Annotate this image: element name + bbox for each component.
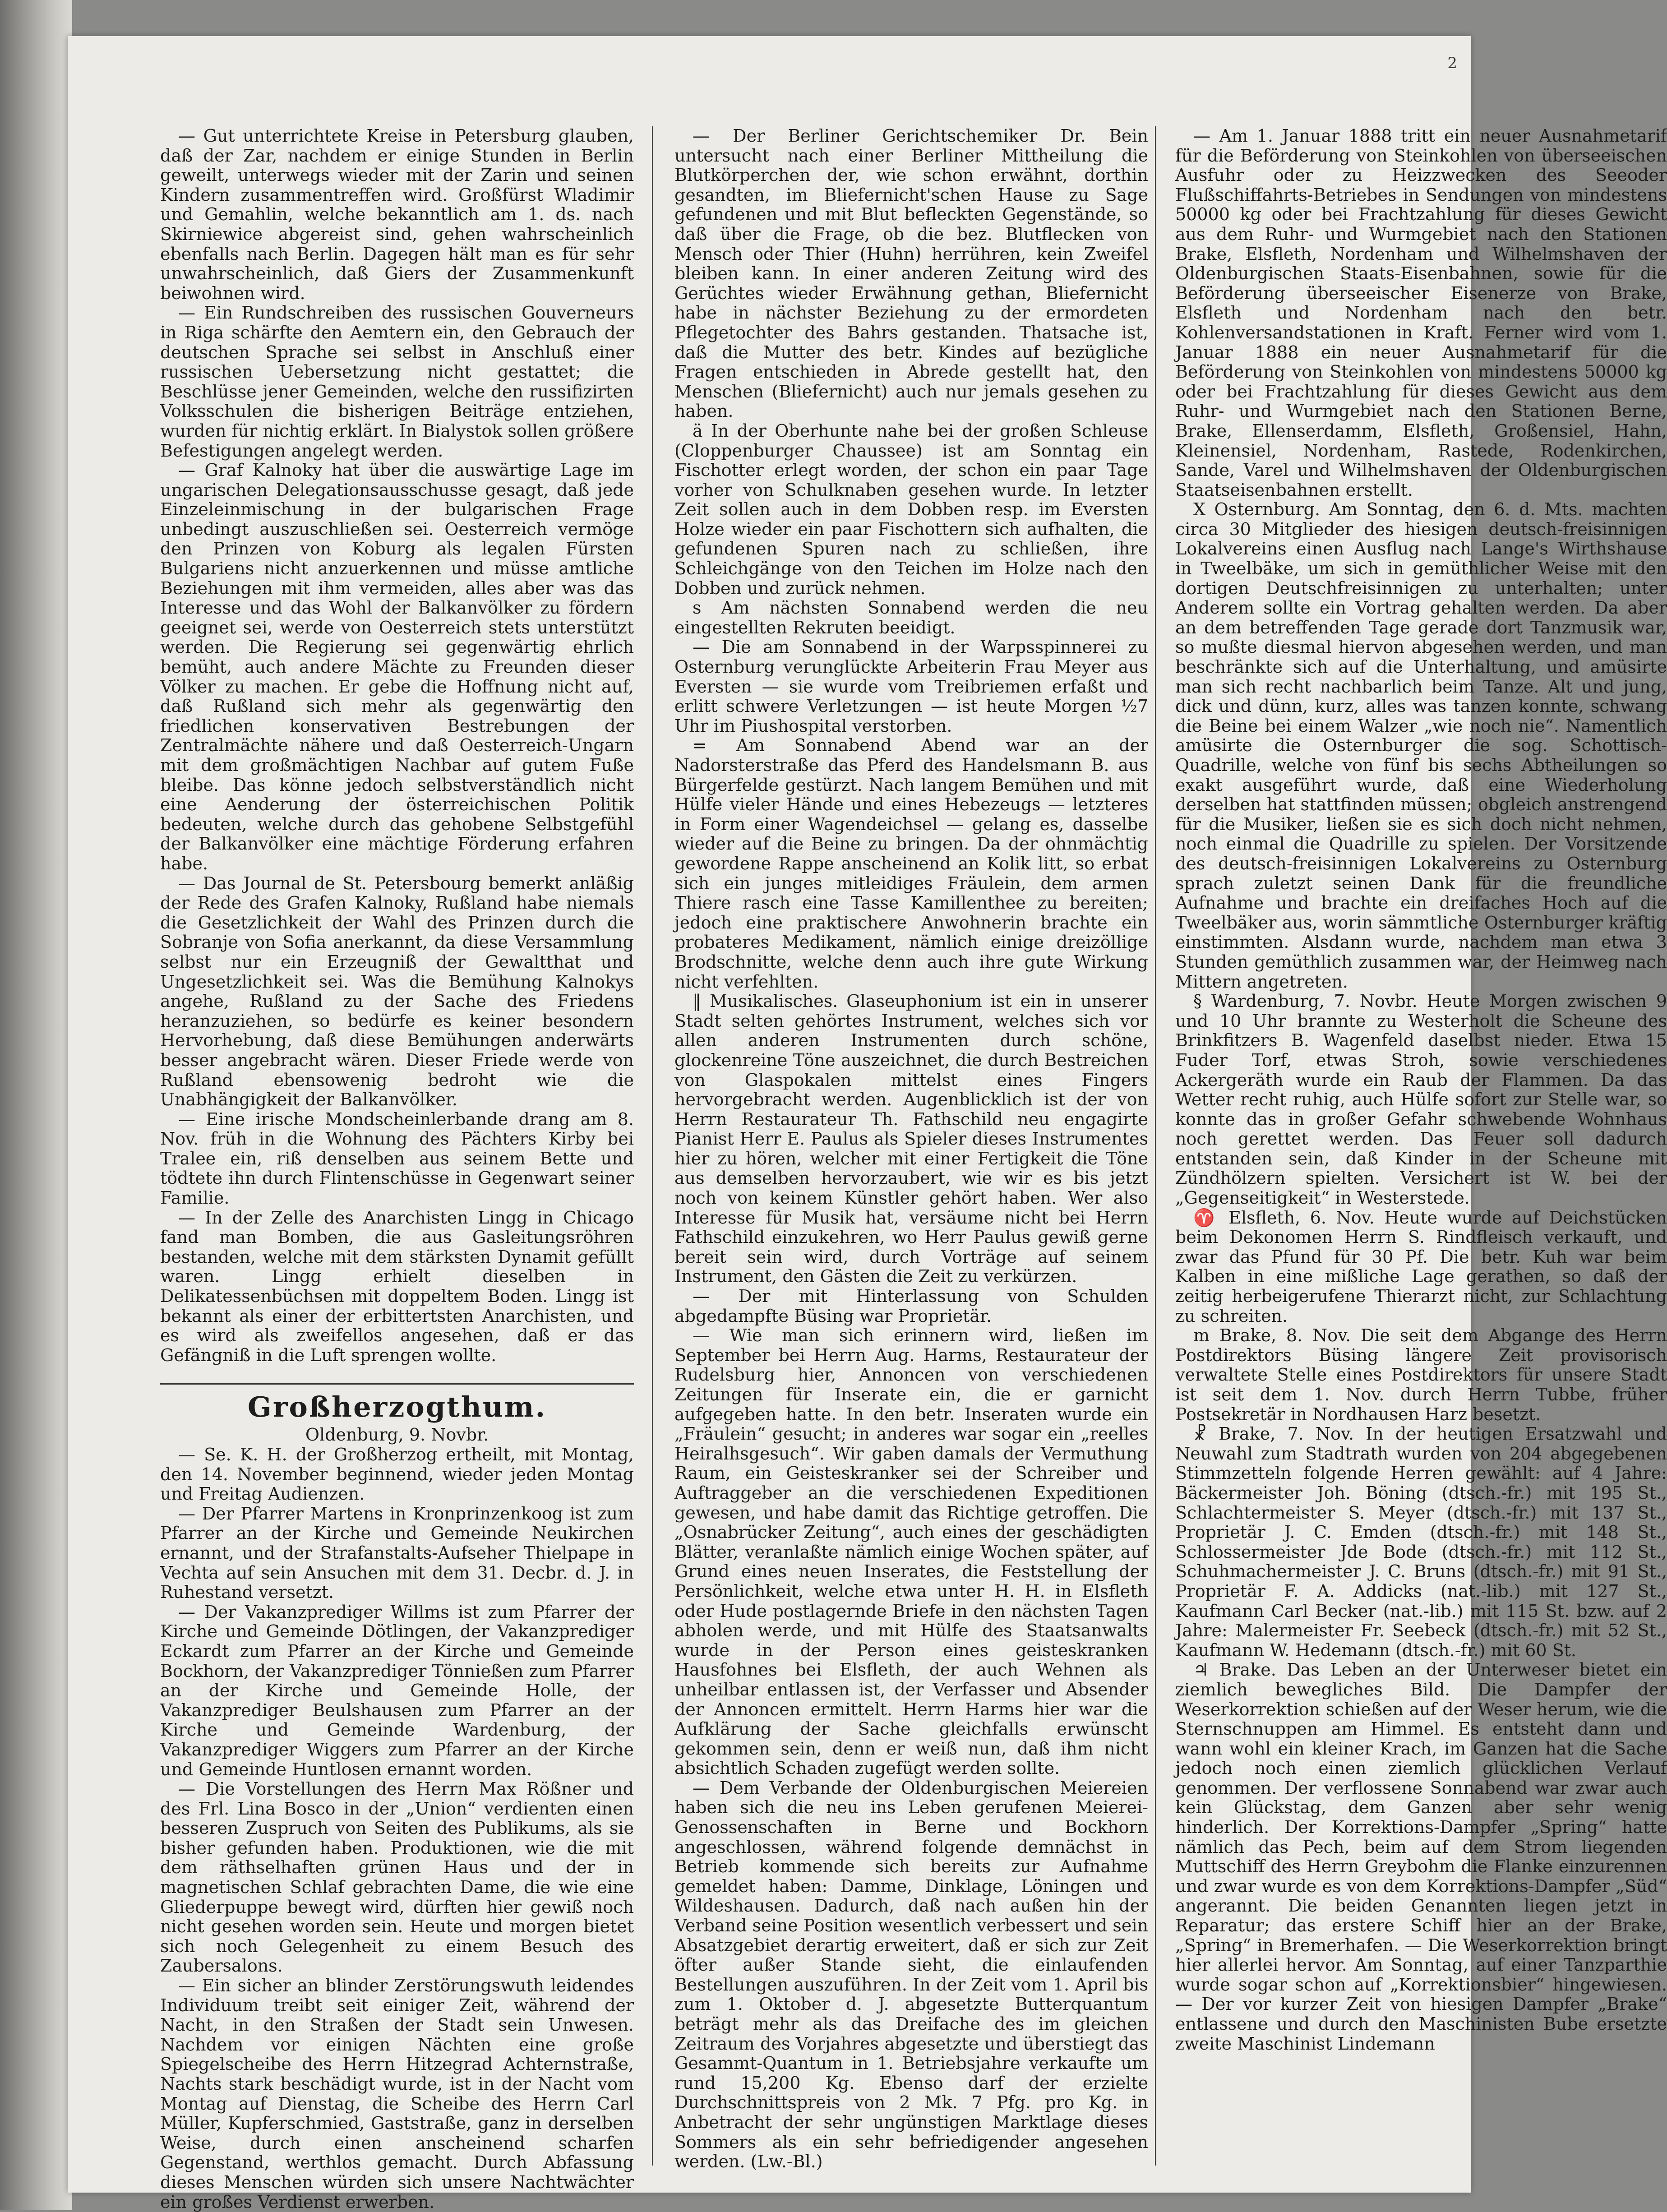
- article-paragraph: ☧ Brake, 7. Nov. In der heutigen Ersatzwahl und Neuwahl zum Stadtrath wurden von 204 abgegebenen Stimmzetteln folgende Herren gewählt: auf 4 Jahre: Bäckermeister Joh. Böning (dtsch.-fr.) mit 195 St., Schlachtermeister S. Meyer (dtsch.-fr.) mit 137 St., Proprietär J. C. Emden (dtsch.-fr.) mit 148 St., Schlossermeister Jde Bode (dtsch.-fr.) mit 112 St., Schuhmachermeister J. C. Bruns (dtsch.-fr.) mit 91 St., Proprietär F. A. Addicks (nat.-lib.) mit 127 St., Kaufmann Carl Becker (nat.-lib.) mit 115 St. bzw. auf 2 Jahre: Malermeister Fr. Seebeck (dtsch.-fr.) mit 52 St., Kaufmann W. Hedemann (dtsch.-fr.) mit 60 St.: [1175, 1424, 1667, 1660]
- article-paragraph: — Der mit Hinterlassung von Schulden abgedampfte Büsing war Proprietär.: [674, 1286, 1148, 1326]
- column-2: [674, 126, 1148, 2172]
- column-3: [1175, 126, 1667, 2166]
- article-paragraph: — Das Journal de St. Petersbourg bemerkt anläßig der Rede des Grafen Kalnoky, Rußland habe niemals die Gesetzlichkeit der Wahl des Prinzen durch die Sobranje von Sofia anerkannt, da diese Versammlung selbst nur ein Erzeugniß der Gewaltthat und Ungesetzlichkeit sei. Was die Bemühung Kalnokys angehe, Rußland zu der Sache des Friedens heranzuziehen, so bedürfe es keiner besondern Hervorhebung, daß diese Bemühungen anderwärts besser angebracht wären. Dieser Friede werde von Rußland ebensowenig bedroht wie die Unabhängigkeit der Balkanvölker.: [160, 873, 634, 1110]
- article-paragraph: — Gut unterrichtete Kreise in Petersburg glauben, daß der Zar, nachdem er einige Stunden in Berlin geweilt, unterwegs wieder mit der Zarin und seinen Kindern zusammentreffen wird. Großfürst Wladimir und Gemahlin, welche bekanntlich am 1. ds. nach Skirniewice abgereist sind, gehen wahrscheinlich ebenfalls nach Berlin. Dagegen hält man es für sehr unwahrscheinlich, daß Giers der Zusammenkunft beiwohnen wird.: [160, 126, 634, 303]
- article-paragraph: — Wie man sich erinnern wird, ließen im September bei Herrn Aug. Harms, Restaurateur der Rudelsburg hier, Annoncen von verschiedenen Zeitungen für Inserate ein, die er garnicht aufgegeben hatte. In den betr. Inseraten wurde ein „Fräulein“ gesucht; in anderes war sogar ein „reelles Heiralhsgesuch“. Wir gaben damals der Vermuthung Raum, ein Geisteskranker sei der Schreiber und Auftraggeber an die verschiedenen Expeditionen gewesen, und habe damit das Richtige getroffen. Die „Osnabrücker Zeitung“, auch eines der geschädigten Blätter, veranlaßte nämlich einige Wochen später, auf Grund eines neuen Inserates, die Feststellung der Persönlichkeit, welche etwa unter H. H. in Elsfleth oder Hude postlagernde Briefe in den nächsten Tagen abholen werde, und mit Hülfe des Staatsanwalts wurde in der Person eines geisteskranken Hausfohnes bei Elsfleth, der auch Wehnen als unheilbar entlassen ist, der Verfasser und Absender der Annoncen ermittelt. Herrn Harms hier war die Aufklärung der Sache gleichfalls erwünscht gekommen sein, denn er weiß nun, daß ihm nicht absichtlich Schaden zugefügt werden sollte.: [674, 1325, 1148, 1778]
- article-paragraph: ‖ Musikalisches. Glaseuphonium ist ein in unserer Stadt selten gehörtes Instrument, welches sich vor allen anderen Instrumenten durch schöne, glockenreine Töne auszeichnet, die durch Bestreichen von Glaspokalen mittelst eines Fingers hervorgebracht werden. Augenblicklich ist der von Herrn Restaurateur Th. Fathschild neu engagirte Pianist Herr E. Paulus als Spieler dieses Instrumentes hier zu hören, welcher mit einer Fertigkeit die Töne aus demselben hervorzaubert, wie wir es bis jetzt noch von keinem Künstler gehört haben. Wer also Interesse für Musik hat, versäume nicht bei Herrn Fathschild einzukehren, wo Herr Paulus gewiß gerne bereit sein wird, durch Vorträge auf seinem Instrument, den Gästen die Zeit zu verkürzen.: [674, 991, 1148, 1287]
- article-paragraph: — Eine irische Mondscheinlerbande drang am 8. Nov. früh in die Wohnung des Pächters Kirby bei Tralee ein, riß denselben aus seinem Bette und tödtete ihn durch Flintenschüsse in Gegenwart seiner Familie.: [160, 1109, 634, 1208]
- article-paragraph: § Wardenburg, 7. Novbr. Heute Morgen zwischen 9 und 10 Uhr brannte zu Westerholt die Scheune des Brinkfitzers B. Wagenfeld daselbst nieder. Etwa 15 Fuder Torf, etwas Stroh, sowie verschiedenes Ackergeräth wurde ein Raub der Flammen. Da das Wetter recht ruhig, auch Hülfe sofort zur Stelle war, so konnte das in großer Gefahr schwebende Wohnhaus noch gerettet werden. Das Feuer soll dadurch entstanden sein, daß Kinder in der Scheune mit Zündhölzern spielten. Versichert ist W. bei der „Gegenseitigkeit“ in Westerstede.: [1175, 991, 1667, 1208]
- article-paragraph: — Der Pfarrer Martens in Kronprinzenkoog ist zum Pfarrer an der Kirche und Gemeinde Neukirchen ernannt, und der Strafanstalts-Aufseher Thielpape in Vechta auf sein Ansuchen mit dem 31. Decbr. d. J. in Ruhestand versetzt.: [160, 1503, 634, 1602]
- article-paragraph: m Brake, 8. Nov. Die seit dem Abgange des Herrn Postdirektors Büsing längere Zeit provisorisch verwaltete Stelle eines Postdirektors für unsere Stadt ist seit dem 1. Nov. durch Herrn Tubbe, früher Postsekretär in Nordhausen Harz besetzt.: [1175, 1325, 1667, 1424]
- article-paragraph: — Ein sicher an blinder Zerstörungswuth leidendes Individuum treibt seit einiger Zeit, während der Nacht, in den Straßen der Stadt sein Unwesen. Nachdem vor einigen Nächten eine große Spiegelscheibe des Herrn Hitzegrad Achternstraße, Nachts stark beschädigt wurde, ist in der Nacht vom Montag auf Dienstag, die Scheibe des Herrn Carl Müller, Kupferschmied, Gaststraße, ganz in derselben Weise, durch einen anscheinend scharfen Gegenstand, werthlos gemacht. Durch Abfassung dieses Menschen würden sich unsere Nachtwächter ein großes Verdienst erwerben.: [160, 1976, 634, 2212]
- scan-binding-edge: [0, 0, 72, 2210]
- article-paragraph: = Am Sonnabend Abend war an der Nadorsterstraße das Pferd des Handelsmann B. aus Bürgerfelde gestürzt. Nach langem Bemühen und mit Hülfe vieler Hände und eines Hebezeugs — letzteres in Form einer Wagendeichsel — gelang es, dasselbe wieder auf die Beine zu bringen. Da der ohnmächtig gewordene Rappe anscheinend an Kolik litt, so erbat sich ein junges mitleidiges Fräulein, dem armen Thiere rasch eine Tasse Kamillenthee zu bereiten; jedoch eine praktischere Anwohnerin brachte ein probateres Medikament, nämlich einige dreizöllige Brodschnitte, welche denn auch ihre gute Wirkung nicht verfehlten.: [674, 735, 1148, 992]
- section-heading: Großherzogthum.: [160, 1383, 634, 1425]
- article-paragraph: — Dem Verbande der Oldenburgischen Meiereien haben sich die neu ins Leben gerufenen Meierei-Genossenschaften in Berne und Bockhorn angeschlossen, während folgende demnächst in Betrieb kommende sich bereits zur Aufnahme gemeldet haben: Damme, Dinklage, Löningen und Wildeshausen. Dadurch, daß nach außen hin der Verband seine Position wesentlich verbessert und sein Absatzgebiet derartig erweitert, daß er sich zur Zeit öfter außer Stande sieht, die einlaufenden Bestellungen auszuführen. In der Zeit vom 1. April bis zum 1. Oktober d. J. abgesetzte Butterquantum beträgt mehr als das Dreifache des im gleichen Zeitraum des Vorjahres abgesetzte und überstiegt das Gesammt-Quantum in 1. Betriebsjahre verkaufte um rund 15,200 Kg. Ebenso darf der erzielte Durchschnittspreis von 2 Mk. 7 Pfg. pro Kg. in Anbetracht der sehr ungünstigen Marktlage dieses Sommers als ein sehr befriedigender angesehen werden. (Lw.-Bl.): [674, 1778, 1148, 2172]
- article-paragraph: — Der Vakanzprediger Willms ist zum Pfarrer der Kirche und Gemeinde Dötlingen, der Vakanzprediger Eckardt zum Pfarrer an der Kirche und Gemeinde Bockhorn, der Vakanzprediger Tönnießen zum Pfarrer an der Kirche und Gemeinde Holle, der Vakanzprediger Beulshausen zum Pfarrer an der Kirche und Gemeinde Wardenburg, der Vakanzprediger Wiggers zum Pfarrer an der Kirche und Gemeinde Huntlosen ernannt worden.: [160, 1602, 634, 1779]
- article-paragraph: — Ein Rundschreiben des russischen Gouverneurs in Riga schärfte den Aemtern ein, den Gebrauch der deutschen Sprache sei selbst in Anschluß einer russischen Uebersetzung nicht gestattet; die Beschlüsse jener Gemeinden, welche den russifizirten Volksschulen die bisherigen Beiträge entziehen, wurden für nichtig erklärt. In Bialystok sollen größere Befestigungen angelegt werden.: [160, 303, 634, 461]
- article-paragraph: — Die am Sonnabend in der Warpsspinnerei zu Osternburg verunglückte Arbeiterin Frau Meyer aus Eversten — sie wurde vom Treibriemen erfaßt und erlitt schwere Verletzungen — ist heute Morgen ½7 Uhr im Piushospital verstorben.: [674, 637, 1148, 736]
- column-rule-1: [652, 126, 653, 2166]
- article-paragraph: — Se. K. H. der Großherzog ertheilt, mit Montag, den 14. November beginnend, wieder jeden Montag und Freitag Audienzen.: [160, 1445, 634, 1504]
- article-paragraph: — Am 1. Januar 1888 tritt ein neuer Ausnahmetarif für die Beförderung von Steinkohlen von überseeischen Ausfuhr oder zu Heizzwecken des Seeoder Flußschiffahrts-Betriebes in Sendungen von mindestens 50000 kg oder bei Frachtzahlung für dieses Gewicht aus dem Ruhr- und Wurmgebiet nach den Stationen Brake, Elsfleth, Nordenham und Wilhelmshaven der Oldenburgischen Staats-Eisenbahnen, sowie für die Beförderung überseeischer Eisenerze von Brake, Elsfleth und Nordenham nach den betr. Kohlenversandstationen in Kraft. Ferner wird vom 1. Januar 1888 ein neuer Ausnahmetarif für die Beförderung von Steinkohlen von mindestens 50000 kg oder bei Frachtzahlung für dieses Gewicht aus dem Ruhr- und Wurmgebiet nach den Stationen Berne, Brake, Ellenserdamm, Elsfleth, Großensiel, Hahn, Kleinensiel, Nordenham, Rastede, Rodenkirchen, Sande, Varel und Wilhelmshaven der Oldenburgischen Staatseisenbahnen erstellt.: [1175, 126, 1667, 500]
- article-paragraph: ♃ Brake. Das Leben an der Unterweser bietet ein ziemlich bewegliches Bild. Die Dampfer der Weserkorrektion schießen auf der Weser herum, wie die Sternschnuppen am Himmel. Es entsteht dann und wann wohl ein kleiner Krach, im Ganzen hat die Sache jedoch noch einen ziemlich glücklichen Verlauf genommen. Der verflossene Sonnabend war zwar auch kein Glückstag, dem Ganzen aber sehr wenig hinderlich. Der Korrektions-Dampfer „Spring“ hatte nämlich das Pech, beim auf dem Strom liegenden Muttschiff des Herrn Greybohm die Flanke einzurennen und zwar wurde es von dem Korrektions-Dampfer „Süd“ angerannt. Die beiden Genannten liegen jetzt in Reparatur; das erstere Schiff hier an der Brake, „Spring“ in Bremerhafen. — Die Weserkorrektion bringt hier allerlei hervor. Am Sonntag, auf einer Tanzparthie wurde sogar schon auf „Korrektionsbier“ hingewiesen. — Der vor kurzer Zeit von hiesigen Dampfer „Brake“ entlassene und durch den Maschinisten Bube ersetzte zweite Maschinist Lindemann: [1175, 1660, 1667, 2054]
- column-1: [160, 126, 634, 2212]
- page-number: 2: [1447, 54, 1457, 72]
- newspaper-page: [68, 36, 1667, 2212]
- article-paragraph: s Am nächsten Sonnabend werden die neu eingestellten Rekruten beeidigt.: [674, 598, 1148, 637]
- article-paragraph: X Osternburg. Am Sonntag, den 6. d. Mts. machten circa 30 Mitglieder des hiesigen deutsch-freisinnigen Lokalvereins einen Ausflug nach Lange's Wirthshause in Tweelbäke, um sich in gemüthlicher Weise mit den dortigen Deutschfreisinnigen zu unterhalten; unter Anderem sollte ein Vortrag gehalten werden. Da aber an dem betreffenden Tage gerade dort Tanzmusik war, so mußte diesmal hiervon abgesehen werden, und man beschränkte sich auf die Unterhaltung, und amüsirte man sich recht nachbarlich beim Tanze. Alt und jung, dick und dünn, kurz, alles was tanzen konnte, schwang die Beine bei einem Walzer „wie noch nie“. Namentlich amüsirte die Osternburger die sog. Schottisch-Quadrille, welche von fünf bis sechs Abtheilungen so exakt ausgeführt wurde, daß eine Wiederholung derselben hat stattfinden müssen; obgleich anstrengend für die Musiker, ließen sie es sich doch nicht nehmen, noch einmal die Quadrille zu spielen. Der Vorsitzende des deutsch-freisinnigen Lokalvereins zu Osternburg sprach zuletzt seinen Dank für die freundliche Aufnahme und brachte ein dreifaches Hoch auf die Tweelbäker aus, worin sämmtliche Osternburger kräftig einstimmten. Alsdann wurde, nachdem man etwa 3 Stunden gemüthlich zusammen war, der Heimweg nach Mittern angetreten.: [1175, 499, 1667, 992]
- article-paragraph: — In der Zelle des Anarchisten Lingg in Chicago fand man Bomben, die aus Gasleitungsröhren bestanden, welche mit dem stärksten Dynamit gefüllt waren. Lingg erhielt dieselben in Delikatessenbüchsen mit doppeltem Boden. Lingg ist bekannt als einer der erbittertsten Anarchisten, und es wird als zweifellos angesehen, daß er das Gefängniß in die Luft sprengen wollte.: [160, 1207, 634, 1365]
- article-paragraph: — Die Vorstellungen des Herrn Max Rößner und des Frl. Lina Bosco in der „Union“ verdienten einen besseren Zuspruch von Seiten des Publikums, als sie bisher gefunden haben. Produktionen, wie die mit dem räthselhaften grünen Haus und der in magnetischen Schlaf gebrachten Dame, die wie eine Gliederpuppe bewegt wird, dürften hier gewiß noch nicht gesehen worden sein. Heute und morgen bietet sich noch Gelegenheit zu einem Besuch des Zaubersalons.: [160, 1779, 634, 1976]
- article-paragraph: — Der Berliner Gerichtschemiker Dr. Bein untersucht nach einer Berliner Mittheilung die Blutkörperchen der, wie schon erwähnt, dorthin gesandten, im Bliefernicht'schen Hause zu Sage gefundenen und mit Blut befleckten Gegenstände, so daß über die Frage, ob die bez. Blutflecken von Mensch oder Thier (Huhn) herrühren, kein Zweifel bleiben kann. In einer anderen Zeitung wird des Gerüchtes wieder Erwähnung gethan, Bliefernicht habe in nächster Beziehung zu der ermordeten Pflegetochter des Bahrs gestanden. Thatsache ist, daß die Mutter des betr. Kindes auf bezügliche Fragen entschieden in Abrede gestellt hat, den Menschen (Bliefernicht) auch nur jemals gesehen zu haben.: [674, 126, 1148, 421]
- article-paragraph: — Graf Kalnoky hat über die auswärtige Lage im ungarischen Delegationsausschusse gesagt, daß jede Einzeleinmischung in der bulgarischen Frage unbedingt auszuschließen sei. Oesterreich vermöge den Prinzen von Koburg als legalen Fürsten Bulgariens nicht anzuerkennen und müsse amtliche Beziehungen mit ihm vermeiden, alles aber was das Interesse und das Wohl der Balkanvölker zu fördern geeignet sei, werde von Oesterreich stets unterstützt werden. Die Regierung sei gegenwärtig ehrlich bemüht, auch andere Mächte zu Freunden dieser Völker zu machen. Er gebe die Hoffnung nicht auf, daß Rußland sich mehr als gegenwärtig den friedlichen konservativen Bestrebungen der Zentralmächte nähere und daß Oesterreich-Ungarn mit dem großmächtigen Nachbar auf gutem Fuße bleibe. Das könne jedoch selbstverständlich nicht eine Aenderung der österreichischen Politik bedeuten, welche durch das gehobene Selbstgefühl der Balkanvölker eine mächtige Förderung erfahren habe.: [160, 460, 634, 873]
- dateline: Oldenburg, 9. Novbr.: [305, 1425, 489, 1445]
- article-paragraph: ♈ Elsfleth, 6. Nov. Heute wurde auf Deichstücken beim Dekonomen Herrn S. Rindfleisch verkauft, und zwar das Pfund für 30 Pf. Die betr. Kuh war beim Kalben in eine mißliche Lage gerathen, so daß der zeitig herbeigerufene Thierarzt nicht, zur Schlachtung zu schreiten.: [1175, 1207, 1667, 1326]
- article-paragraph: ä In der Oberhunte nahe bei der großen Schleuse (Cloppenburger Chaussee) ist am Sonntag ein Fischotter erlegt worden, der schon ein paar Tage vorher von Schulknaben gesehen wurde. In letzter Zeit sollen auch in dem Dobben resp. im Eversten Holze wieder ein paar Fischottern sich aufhalten, die gefundenen Spuren nach zu schließen, ihre Schleichgänge von den Teichen im Holze nach den Dobben und zurück nehmen.: [674, 420, 1148, 598]
- column-rule-2: [1155, 126, 1156, 2166]
